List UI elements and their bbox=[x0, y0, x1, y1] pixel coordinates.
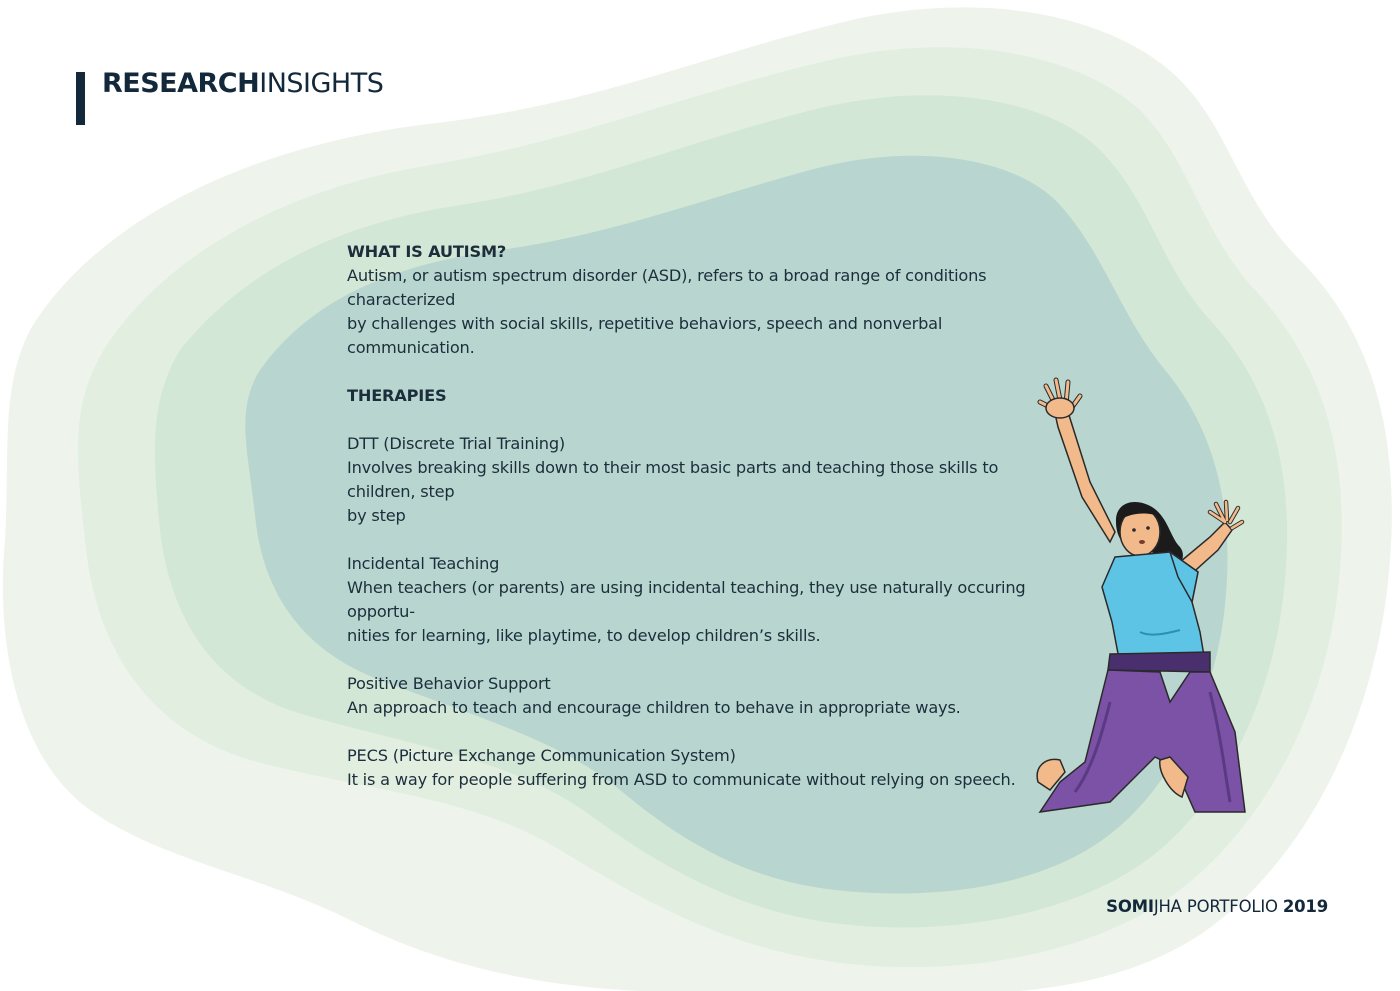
therapy-name-pbs: Positive Behavior Support bbox=[347, 674, 551, 693]
therapy-desc-line: Involves breaking skills down to their most basic parts and teaching those skills to children, step bbox=[347, 458, 999, 501]
therapy-name-dtt: DTT (Discrete Trial Training) bbox=[347, 434, 566, 453]
therapy-desc-line: When teachers (or parents) are using incidental teaching, they use naturally occuring opportu- bbox=[347, 578, 1026, 621]
title-bold: RESEARCH bbox=[102, 68, 260, 99]
therapies-heading: THERAPIES bbox=[347, 386, 447, 405]
therapy-desc-line: by step bbox=[347, 506, 406, 525]
therapy-desc-line: It is a way for people suffering from ASD to communicate without relying on speech. bbox=[347, 770, 1016, 789]
footer-year: 2019 bbox=[1282, 897, 1328, 916]
child-left-arm bbox=[1052, 400, 1115, 542]
title-accent-bar bbox=[76, 72, 85, 125]
footer-name-bold: SOMI bbox=[1106, 897, 1154, 916]
therapy-desc-line: An approach to teach and encourage children to behave in appropriate ways. bbox=[347, 698, 961, 717]
jumping-child-illustration bbox=[1020, 372, 1260, 822]
child-pants bbox=[1040, 670, 1245, 812]
content-block bbox=[347, 240, 1052, 792]
therapy-desc-line: nities for learning, like playtime, to develop children’s skills. bbox=[347, 626, 821, 645]
footer-name-rest: JHA PORTFOLIO bbox=[1153, 897, 1283, 916]
therapy-name-pecs: PECS (Picture Exchange Communication System) bbox=[347, 746, 736, 765]
title-light: INSIGHTS bbox=[259, 68, 384, 99]
autism-body-line: Autism, or autism spectrum disorder (ASD), refers to a broad range of conditions characterized bbox=[347, 266, 987, 309]
page-title bbox=[102, 68, 383, 99]
autism-heading: WHAT IS AUTISM? bbox=[347, 242, 507, 261]
footer-credit bbox=[1106, 897, 1328, 916]
therapy-name-incidental: Incidental Teaching bbox=[347, 554, 500, 573]
autism-body-line: by challenges with social skills, repetitive behaviors, speech and nonverbal communication. bbox=[347, 314, 943, 357]
